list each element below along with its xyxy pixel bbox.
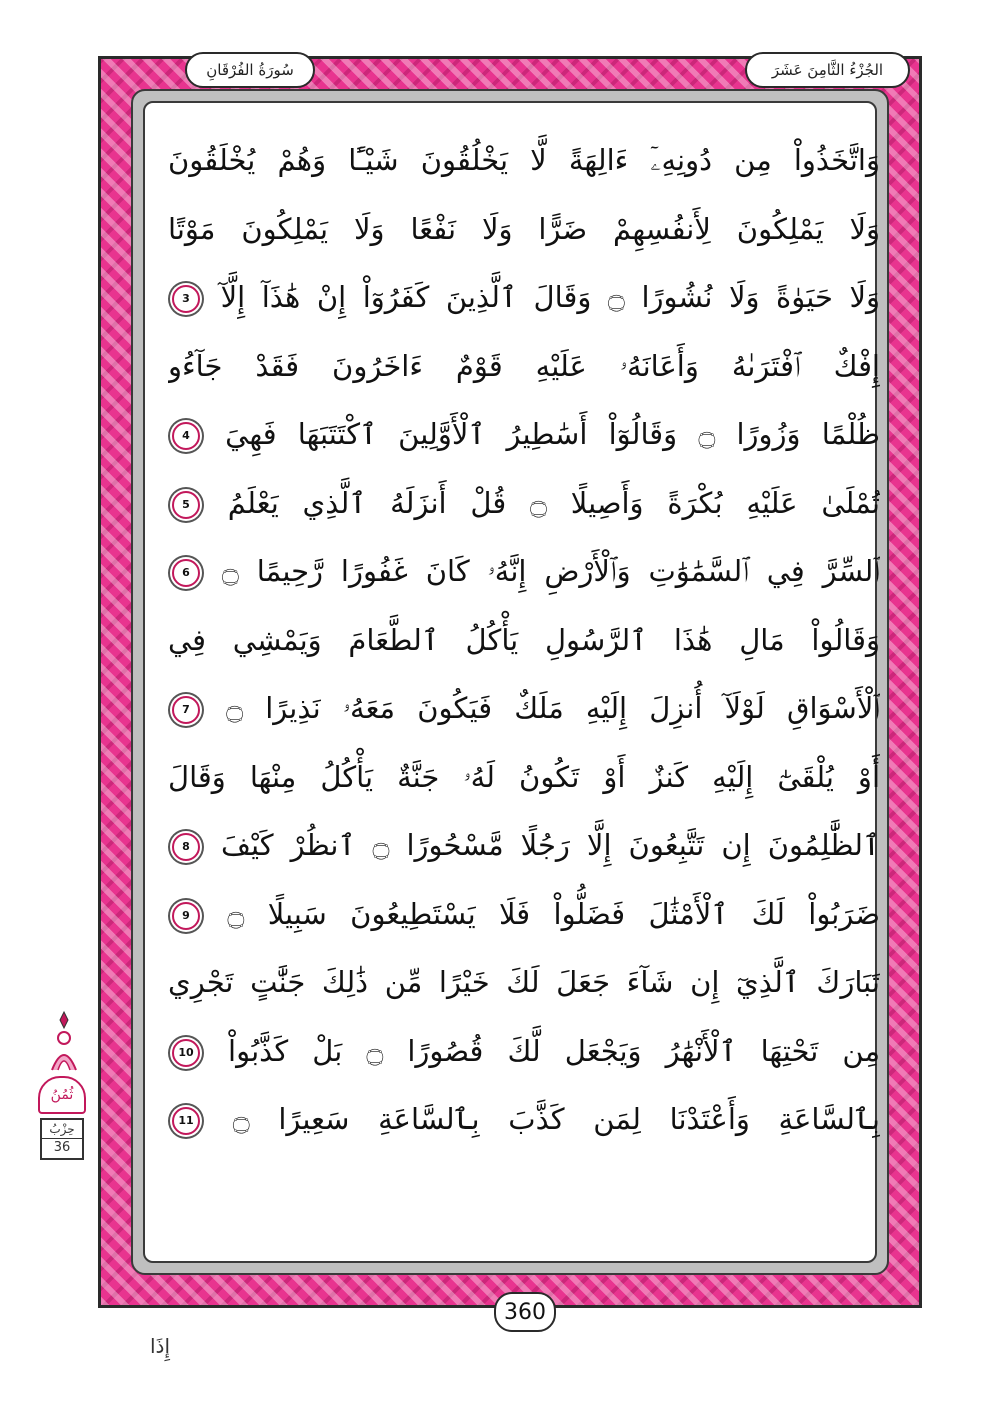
ayah-number-marker: 7 <box>172 696 200 724</box>
verse-line <box>168 743 880 812</box>
verse-text: إِفْكٌ ٱفْتَرَىٰهُ وَأَعَانَهُۥ عَلَيْهِ قَوْمٌ ءَاخَرُونَ فَقَدْ جَآءُو <box>168 348 880 383</box>
verse-text: ٱلظَّٰلِمُونَ إِن تَتَّبِعُونَ إِلَّا رَجُلًا مَّسْحُورًا ۝ ٱنظُرْ كَيْفَ <box>221 828 880 862</box>
verse-text: مِن تَحْتِهَا ٱلْأَنْهَٰرُ وَيَجْعَل لَّكَ قُصُورًا ۝ بَلْ كَذَّبُواْ <box>228 1033 880 1068</box>
verse-line <box>168 537 880 606</box>
verse-line <box>168 606 880 675</box>
verse-text: تَبَارَكَ ٱلَّذِيٓ إِن شَآءَ جَعَلَ لَكَ خَيْرًا مِّن ذَٰلِكَ جَنَّٰتٍ تَجْرِي <box>168 965 880 999</box>
verse-text: ظُلْمًا وَزُورًا ۝ وَقَالُوٓاْ أَسَٰطِيرُ ٱلْأَوَّلِينَ ٱكْتَتَبَهَا فَهِيَ <box>225 417 880 451</box>
ayah-number-marker: 5 <box>172 491 200 519</box>
verse-line <box>168 469 880 538</box>
ayah-number-marker: 6 <box>172 559 200 587</box>
verse-text: ضَرَبُواْ لَكَ ٱلْأَمْثَٰلَ فَضَلُّواْ فَلَا يَسْتَطِيعُونَ سَبِيلًا ۝ <box>227 896 880 931</box>
verse-text: وَقَالُواْ مَالِ هَٰذَا ٱلرَّسُولِ يَأْكُلُ ٱلطَّعَامَ وَيَمْشِي فِي <box>168 622 880 657</box>
hizb-label: حِزْبُ <box>49 1122 75 1136</box>
surah-name-label: سُورَةُ الفُرْقَانِ <box>185 52 315 88</box>
verse-text: وَاتَّخَذُواْ مِن دُونِهِۦٓ ءَالِهَةً لَّا يَخْلُقُونَ شَيْـًٔا وَهُمْ يُخْلَقُونَ <box>168 143 880 177</box>
thumn-label: ثُمُنُ <box>38 1076 86 1114</box>
verse-line <box>168 332 880 401</box>
hizb-marker <box>36 1010 92 1160</box>
ayah-number-marker: 9 <box>172 902 200 930</box>
page-number: 360 <box>494 1292 556 1332</box>
verse-text: بِٱلسَّاعَةِ وَأَعْتَدْنَا لِمَن كَذَّبَ بِٱلسَّاعَةِ سَعِيرًا ۝ <box>232 1102 880 1136</box>
verse-line <box>168 1017 880 1086</box>
hizb-number: 36 <box>42 1138 82 1157</box>
verse-line <box>168 400 880 469</box>
verse-line <box>168 126 880 195</box>
ayah-number-marker: 4 <box>172 422 200 450</box>
verse-text: ٱلْأَسْوَاقِ لَوْلَآ أُنزِلَ إِلَيْهِ مَلَكٌ فَيَكُونَ مَعَهُۥ نَذِيرًا ۝ <box>226 691 880 725</box>
hizb-box <box>40 1118 84 1160</box>
verse-text: وَلَا حَيَوٰةً وَلَا نُشُورًا ۝ وَقَالَ ٱلَّذِينَ كَفَرُوٓاْ إِنْ هَٰذَآ إِلَّآ <box>220 280 880 314</box>
verse-line <box>168 1085 880 1154</box>
verse-text: وَلَا يَمْلِكُونَ لِأَنفُسِهِمْ ضَرًّا وَلَا نَفْعًا وَلَا يَمْلِكُونَ مَوْتًا <box>168 211 880 246</box>
verse-line <box>168 195 880 264</box>
verse-line <box>168 948 880 1017</box>
catchword: إِذَا <box>150 1334 171 1358</box>
verse-line <box>168 263 880 332</box>
ayah-number-marker: 11 <box>172 1107 200 1135</box>
ayah-number-marker: 3 <box>172 285 200 313</box>
verse-line <box>168 880 880 949</box>
ayah-number-marker: 8 <box>172 833 200 861</box>
quran-text-block <box>168 126 880 1154</box>
juz-label: الجُزْءُ الثَّامِنَ عَشَرَ <box>745 52 910 88</box>
verse-line <box>168 811 880 880</box>
verse-text: أَوْ يُلْقَىٰٓ إِلَيْهِ كَنزٌ أَوْ تَكُونُ لَهُۥ جَنَّةٌ يَأْكُلُ مِنْهَا وَقَالَ <box>168 759 880 794</box>
verse-line <box>168 674 880 743</box>
verse-text: تُمْلَىٰ عَلَيْهِ بُكْرَةً وَأَصِيلًا ۝ قُلْ أَنزَلَهُ ٱلَّذِي يَعْلَمُ <box>227 485 880 520</box>
verse-text: ٱلسِّرَّ فِي ٱلسَّمَٰوَٰتِ وَٱلْأَرْضِ إِنَّهُۥ كَانَ غَفُورًا رَّحِيمًا ۝ <box>221 554 880 588</box>
ayah-number-marker: 10 <box>172 1039 200 1067</box>
ornament-icon <box>46 1010 82 1076</box>
